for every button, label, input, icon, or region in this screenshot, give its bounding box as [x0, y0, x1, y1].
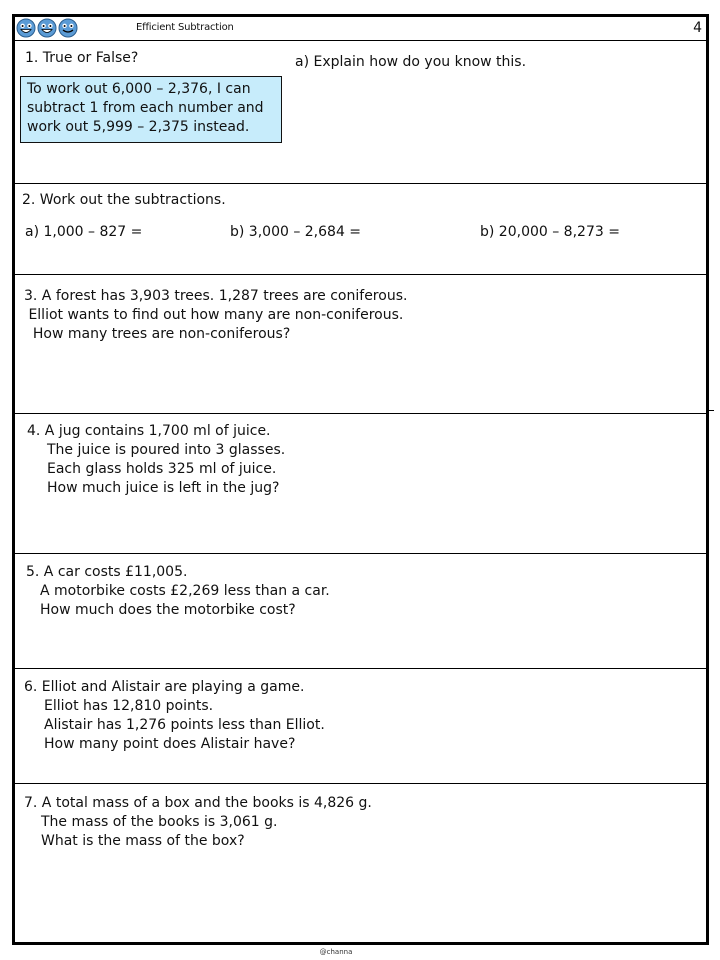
question-line: Alistair has 1,276 points less than Elliot. — [44, 717, 325, 733]
question-2a: a) 1,000 – 827 = — [25, 224, 143, 240]
question-7-text — [24, 794, 372, 851]
question-line: The mass of the books is 3,061 g. — [41, 814, 278, 830]
question-3-section — [15, 275, 706, 414]
question-line: A motorbike costs £2,269 less than a car. — [40, 583, 330, 599]
divider-overhang — [706, 410, 714, 411]
question-5-text — [26, 563, 330, 620]
footer-credit: @channa — [319, 948, 353, 956]
question-line: How much juice is left in the jug? — [47, 480, 280, 496]
question-line: 7. A total mass of a box and the books is 4,826 g. — [24, 795, 372, 811]
question-line: How much does the motorbike cost? — [40, 602, 296, 618]
worksheet-title: Efficient Subtraction — [136, 22, 234, 33]
question-7-section — [15, 784, 706, 942]
question-line: The juice is poured into 3 glasses. — [47, 442, 286, 458]
statement-line: work out 5,999 – 2,375 instead. — [27, 119, 250, 135]
question-2b: b) 3,000 – 2,684 = — [230, 224, 362, 240]
question-line: Elliot wants to find out how many are non-coniferous. — [24, 307, 404, 323]
question-4-text — [27, 422, 285, 498]
question-2-section — [15, 184, 706, 275]
question-line: Elliot has 12,810 points. — [44, 698, 214, 714]
worksheet-header — [15, 17, 706, 41]
true-false-statement-box — [20, 76, 282, 143]
question-line: 3. A forest has 3,903 trees. 1,287 trees are coniferous. — [24, 288, 408, 304]
worksheet-page — [12, 14, 709, 945]
question-1a-prompt: a) Explain how do you know this. — [295, 54, 527, 70]
smiley-face-icon — [16, 18, 36, 38]
question-6-section — [15, 669, 706, 784]
question-2c: b) 20,000 – 8,273 = — [480, 224, 620, 240]
question-6-text — [24, 678, 325, 754]
statement-line: subtract 1 from each number and — [27, 100, 264, 116]
question-line: 5. A car costs £11,005. — [26, 564, 188, 580]
question-line: Each glass holds 325 ml of juice. — [47, 461, 277, 477]
question-line: 4. A jug contains 1,700 ml of juice. — [27, 423, 271, 439]
question-line: What is the mass of the box? — [41, 833, 245, 849]
question-4-section — [15, 414, 706, 554]
smiley-face-icon — [37, 18, 57, 38]
question-line: 6. Elliot and Alistair are playing a game. — [24, 679, 305, 695]
statement-line: To work out 6,000 – 2,376, I can — [27, 81, 251, 97]
question-3-text — [24, 287, 407, 344]
page-number: 4 — [693, 20, 702, 36]
question-5-section — [15, 554, 706, 669]
question-1-prompt: 1. True or False? — [25, 50, 139, 66]
question-line: How many trees are non-coniferous? — [24, 326, 291, 342]
question-2-prompt: 2. Work out the subtractions. — [22, 192, 226, 208]
smiley-face-icon — [58, 18, 78, 38]
question-line: How many point does Alistair have? — [44, 736, 296, 752]
smiley-faces — [16, 18, 79, 40]
